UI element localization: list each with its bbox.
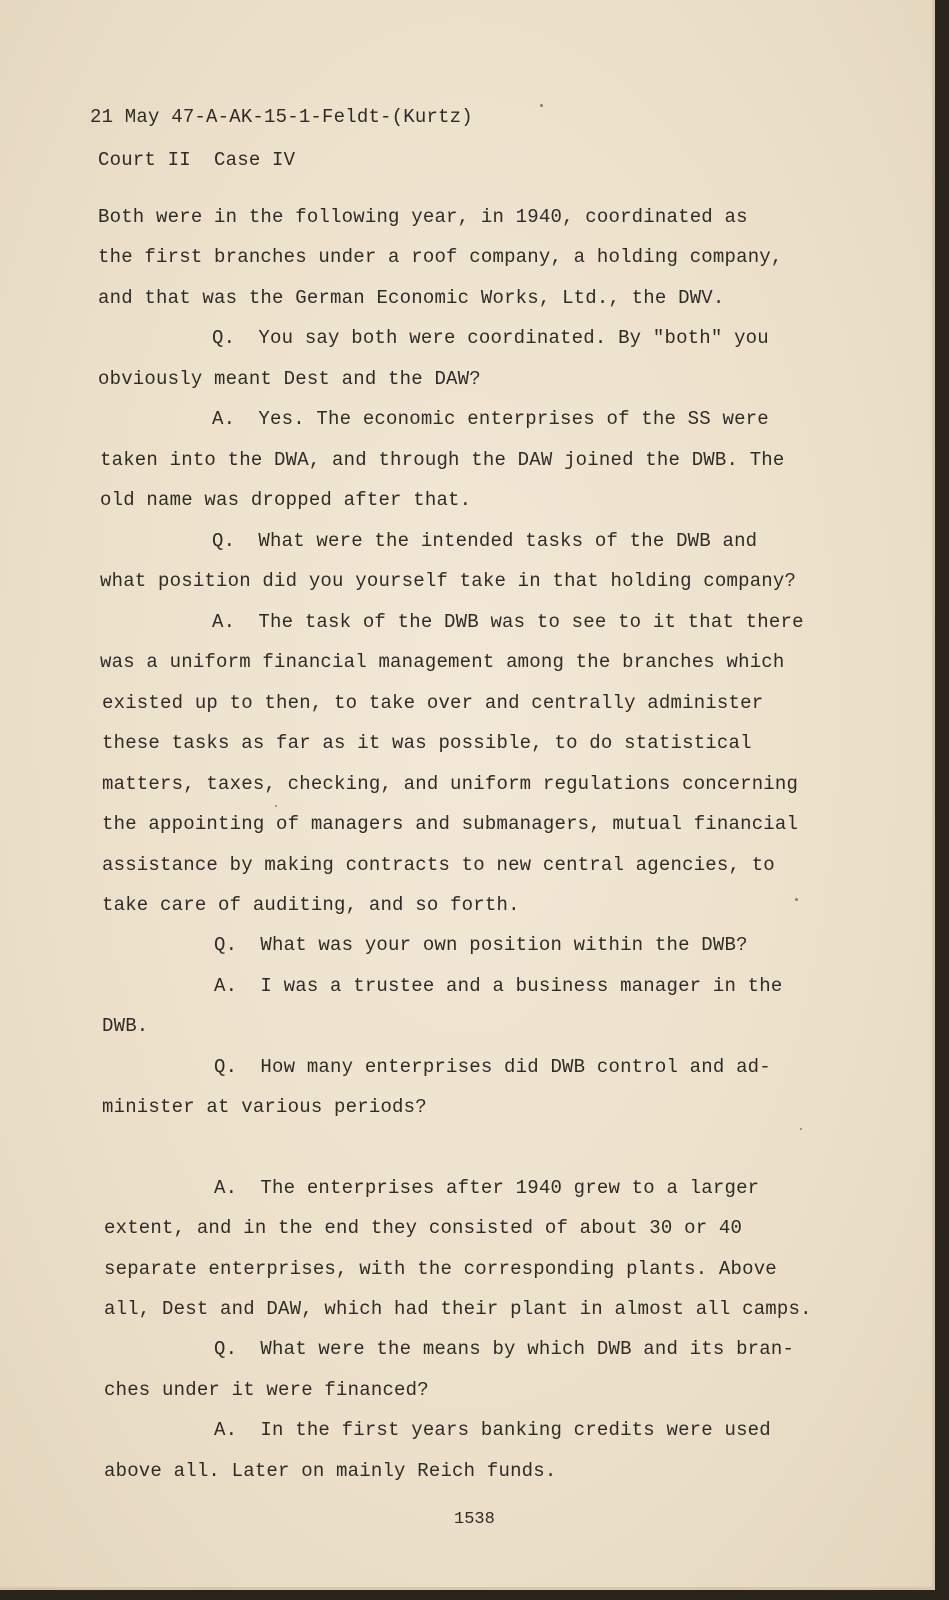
transcript-line: Q. What was your own position within the DWB? [214, 934, 748, 956]
transcript-line: the first branches under a roof company, a holding company, [98, 246, 783, 268]
paper-speck [540, 104, 543, 107]
transcript-line: and that was the German Economic Works, Ltd., the DWV. [98, 287, 725, 309]
transcript-line: DWB. [102, 1015, 149, 1037]
transcript-line: Both were in the following year, in 1940, coordinated as [98, 206, 748, 228]
transcript-line: A. In the first years banking credits were used [214, 1419, 771, 1441]
transcript-line: what position did you yourself take in that holding company? [100, 570, 797, 592]
court-case: Court II Case IV [98, 149, 296, 171]
transcript-line: A. The enterprises after 1940 grew to a larger [214, 1177, 760, 1199]
transcript-line: assistance by making contracts to new central agencies, to [102, 854, 775, 876]
transcript-line: existed up to then, to take over and centrally administer [102, 692, 764, 714]
transcript-line: the appointing of managers and submanagers, mutual financial [102, 813, 799, 835]
paper-speck [275, 805, 277, 807]
transcript-line: separate enterprises, with the corresponding plants. Above [104, 1258, 777, 1280]
transcript-line: obviously meant Dest and the DAW? [98, 368, 481, 390]
transcript-line: ches under it were financed? [104, 1379, 429, 1401]
transcript-line: above all. Later on mainly Reich funds. [104, 1460, 557, 1482]
transcript-line: A. Yes. The economic enterprises of the SS were [212, 408, 769, 430]
paper-speck [800, 1128, 802, 1130]
transcript-line: take care of auditing, and so forth. [102, 894, 520, 916]
transcript-line: was a uniform financial management among the branches which [100, 651, 785, 673]
transcript-line: minister at various periods? [102, 1096, 427, 1118]
transcript-line: A. The task of the DWB was to see to it that there [212, 611, 804, 633]
transcript-line: extent, and in the end they consisted of about 30 or 40 [104, 1217, 743, 1239]
transcript-line: Q. You say both were coordinated. By "both" you [212, 327, 769, 349]
transcript-line: A. I was a trustee and a business manager in the [214, 975, 783, 997]
transcript-line: all, Dest and DAW, which had their plant in almost all camps. [104, 1298, 812, 1320]
page-number: 1538 [454, 1510, 495, 1529]
transcript-line: Q. How many enterprises did DWB control and ad- [214, 1056, 771, 1078]
transcript-line: these tasks as far as it was possible, to do statistical [102, 732, 752, 754]
document-reference: 21 May 47-A-AK-15-1-Feldt-(Kurtz) [90, 106, 473, 128]
transcript-line: taken into the DWA, and through the DAW joined the DWB. The [100, 449, 785, 471]
transcript-line: old name was dropped after that. [100, 489, 472, 511]
transcript-line: Q. What were the means by which DWB and its bran- [214, 1338, 795, 1360]
transcript-line: Q. What were the intended tasks of the DWB and [212, 530, 758, 552]
paper-speck [795, 898, 798, 901]
transcript-line: matters, taxes, checking, and uniform regulations concerning [102, 773, 799, 795]
